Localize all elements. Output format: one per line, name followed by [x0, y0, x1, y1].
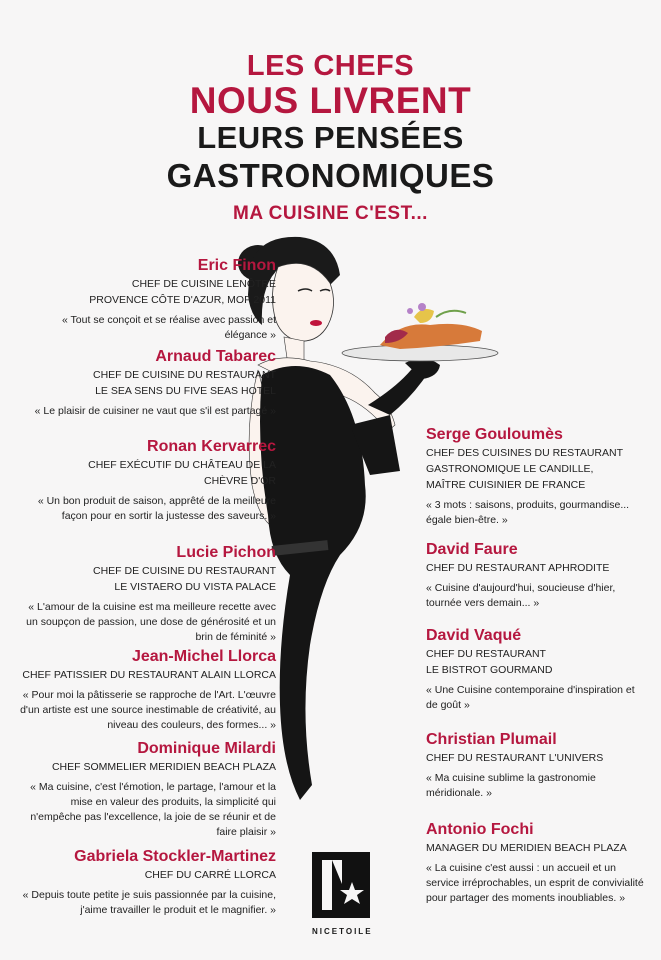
chef-role: CHEF DE CUISINE DU RESTAURANT: [93, 565, 276, 577]
title-line-les-chefs: LES CHEFS: [246, 50, 415, 82]
chef-role: LE VISTAERO DU VISTA PALACE: [114, 581, 276, 593]
chef-role: CHEF DU CARRÉ LLORCA: [144, 869, 276, 881]
chef-david-vaque: [426, 626, 648, 713]
chef-quote: « Cuisine d'aujourd'hui, soucieuse d'hier, tournée vers demain... »: [426, 582, 616, 609]
chef-name: Eric Finon: [197, 257, 276, 274]
chef-role: CHEF SOMMELIER MERIDIEN BEACH PLAZA: [51, 761, 276, 773]
chef-quote: « Ma cuisine sublime la gastronomie méridionale. »: [426, 772, 596, 799]
chef-quote: « Un bon produit de saison, apprêté de la meilleure façon pour en sortir la justesse des saveurs. »: [37, 495, 276, 522]
chef-name: Lucie Pichon: [176, 544, 276, 561]
chef-name: Dominique Milardi: [137, 740, 276, 757]
chef-name: Ronan Kervarrec: [147, 438, 276, 455]
chef-christian-plumail: [426, 730, 648, 801]
chef-role: MANAGER DU MERIDIEN BEACH PLAZA: [426, 842, 627, 854]
chef-role: CHEF DES CUISINES DU RESTAURANT: [426, 447, 623, 459]
chef-david-faure: [426, 540, 648, 611]
chef-antonio-fochi: [426, 820, 648, 906]
chef-quote: « Depuis toute petite je suis passionnée par la cuisine, j'aime travailler le produit et le magnifier. »: [22, 889, 276, 916]
chef-lucie-pichon: [18, 543, 276, 645]
chef-quote: « Une Cuisine contemporaine d'inspiration et de goût »: [426, 684, 635, 711]
chef-quote: « Pour moi la pâtisserie se rapproche de l'Art. L'œuvre d'un artiste est une source inestimable de créativité, au niveau des couleurs, des formes... »: [20, 689, 276, 731]
chef-gabriela-stockler-martinez: [18, 847, 276, 918]
chef-name: David Faure: [426, 541, 518, 558]
chef-role: GASTRONOMIQUE LE CANDILLE,: [426, 463, 594, 475]
chef-name: Antonio Fochi: [426, 821, 534, 838]
chef-name: Gabriela Stockler-Martinez: [74, 848, 276, 865]
chef-role: LE SEA SENS DU FIVE SEAS HOTEL: [95, 385, 276, 397]
chef-name: David Vaqué: [426, 627, 522, 644]
chef-role: CHEF DU RESTAURANT APHRODITE: [426, 562, 610, 574]
chef-name: Arnaud Tabarec: [155, 348, 276, 365]
title-line-gastronomiques: GASTRONOMIQUES: [166, 157, 495, 194]
chef-role: CHÈVRE D'OR: [203, 475, 276, 487]
nicetoile-logo: [312, 852, 373, 936]
chef-role: CHEF DU RESTAURANT L'UNIVERS: [426, 752, 604, 764]
chef-role: CHEF DE CUISINE DU RESTAURANT: [93, 369, 276, 381]
chef-quote: « Tout se conçoit et se réalise avec passion et élégance »: [61, 314, 276, 341]
chef-quote: « L'amour de la cuisine est ma meilleure recette avec un soupçon de passion, une dose de générosité et un brin de féminité »: [26, 601, 276, 643]
chef-name: Christian Plumail: [426, 731, 557, 748]
chef-quote: « La cuisine c'est aussi : un accueil et un service irréprochables, un esprit de convivialité pour partager des moments inoubliables. »: [426, 862, 644, 904]
chef-role: CHEF EXÉCUTIF DU CHÂTEAU DE LA: [88, 459, 276, 471]
chef-role: CHEF DU RESTAURANT: [426, 648, 546, 660]
chef-eric-finon: [18, 256, 276, 343]
chef-name: Jean-Michel Llorca: [131, 648, 276, 665]
chef-quote: « 3 mots : saisons, produits, gourmandise... égale bien-être. »: [426, 499, 630, 526]
chef-role: CHEF DE CUISINE LENÔTRE: [131, 278, 276, 290]
chef-quote: « Le plaisir de cuisiner ne vaut que s'il est partagé »: [34, 405, 276, 417]
chef-role: MAÎTRE CUISINIER DE FRANCE: [426, 479, 586, 491]
chef-role: LE BISTROT GOURMAND: [426, 664, 553, 676]
title-line-nous-livrent: NOUS LIVRENT: [189, 80, 472, 121]
chef-quote: « Ma cuisine, c'est l'émotion, le partage, l'amour et la mise en valeur des produits, la simplicité qui n'empêche pas l'excellence, la joie de se réunir et de faire plaisir »: [30, 781, 276, 838]
chef-arnaud-tabarec: [18, 347, 276, 419]
chef-role: CHEF PATISSIER DU RESTAURANT ALAIN LLORCA: [22, 669, 276, 681]
subtitle-ma-cuisine: MA CUISINE C'EST...: [233, 203, 428, 224]
chef-ronan-kervarrec: [18, 437, 276, 524]
title-line-leurs-pensees: LEURS PENSÉES: [197, 120, 464, 155]
chef-role: PROVENCE CÔTE D'AZUR, MOF 2011: [89, 294, 276, 306]
chef-serge-gouloumes: [426, 425, 648, 528]
chef-jean-michel-llorca: [18, 647, 276, 733]
nicetoile-n-star-logo-icon: [312, 852, 370, 918]
chef-name: Serge Gouloumès: [426, 426, 563, 443]
logo-text: NICETOILE: [312, 927, 373, 936]
chef-dominique-milardi: [18, 739, 276, 840]
